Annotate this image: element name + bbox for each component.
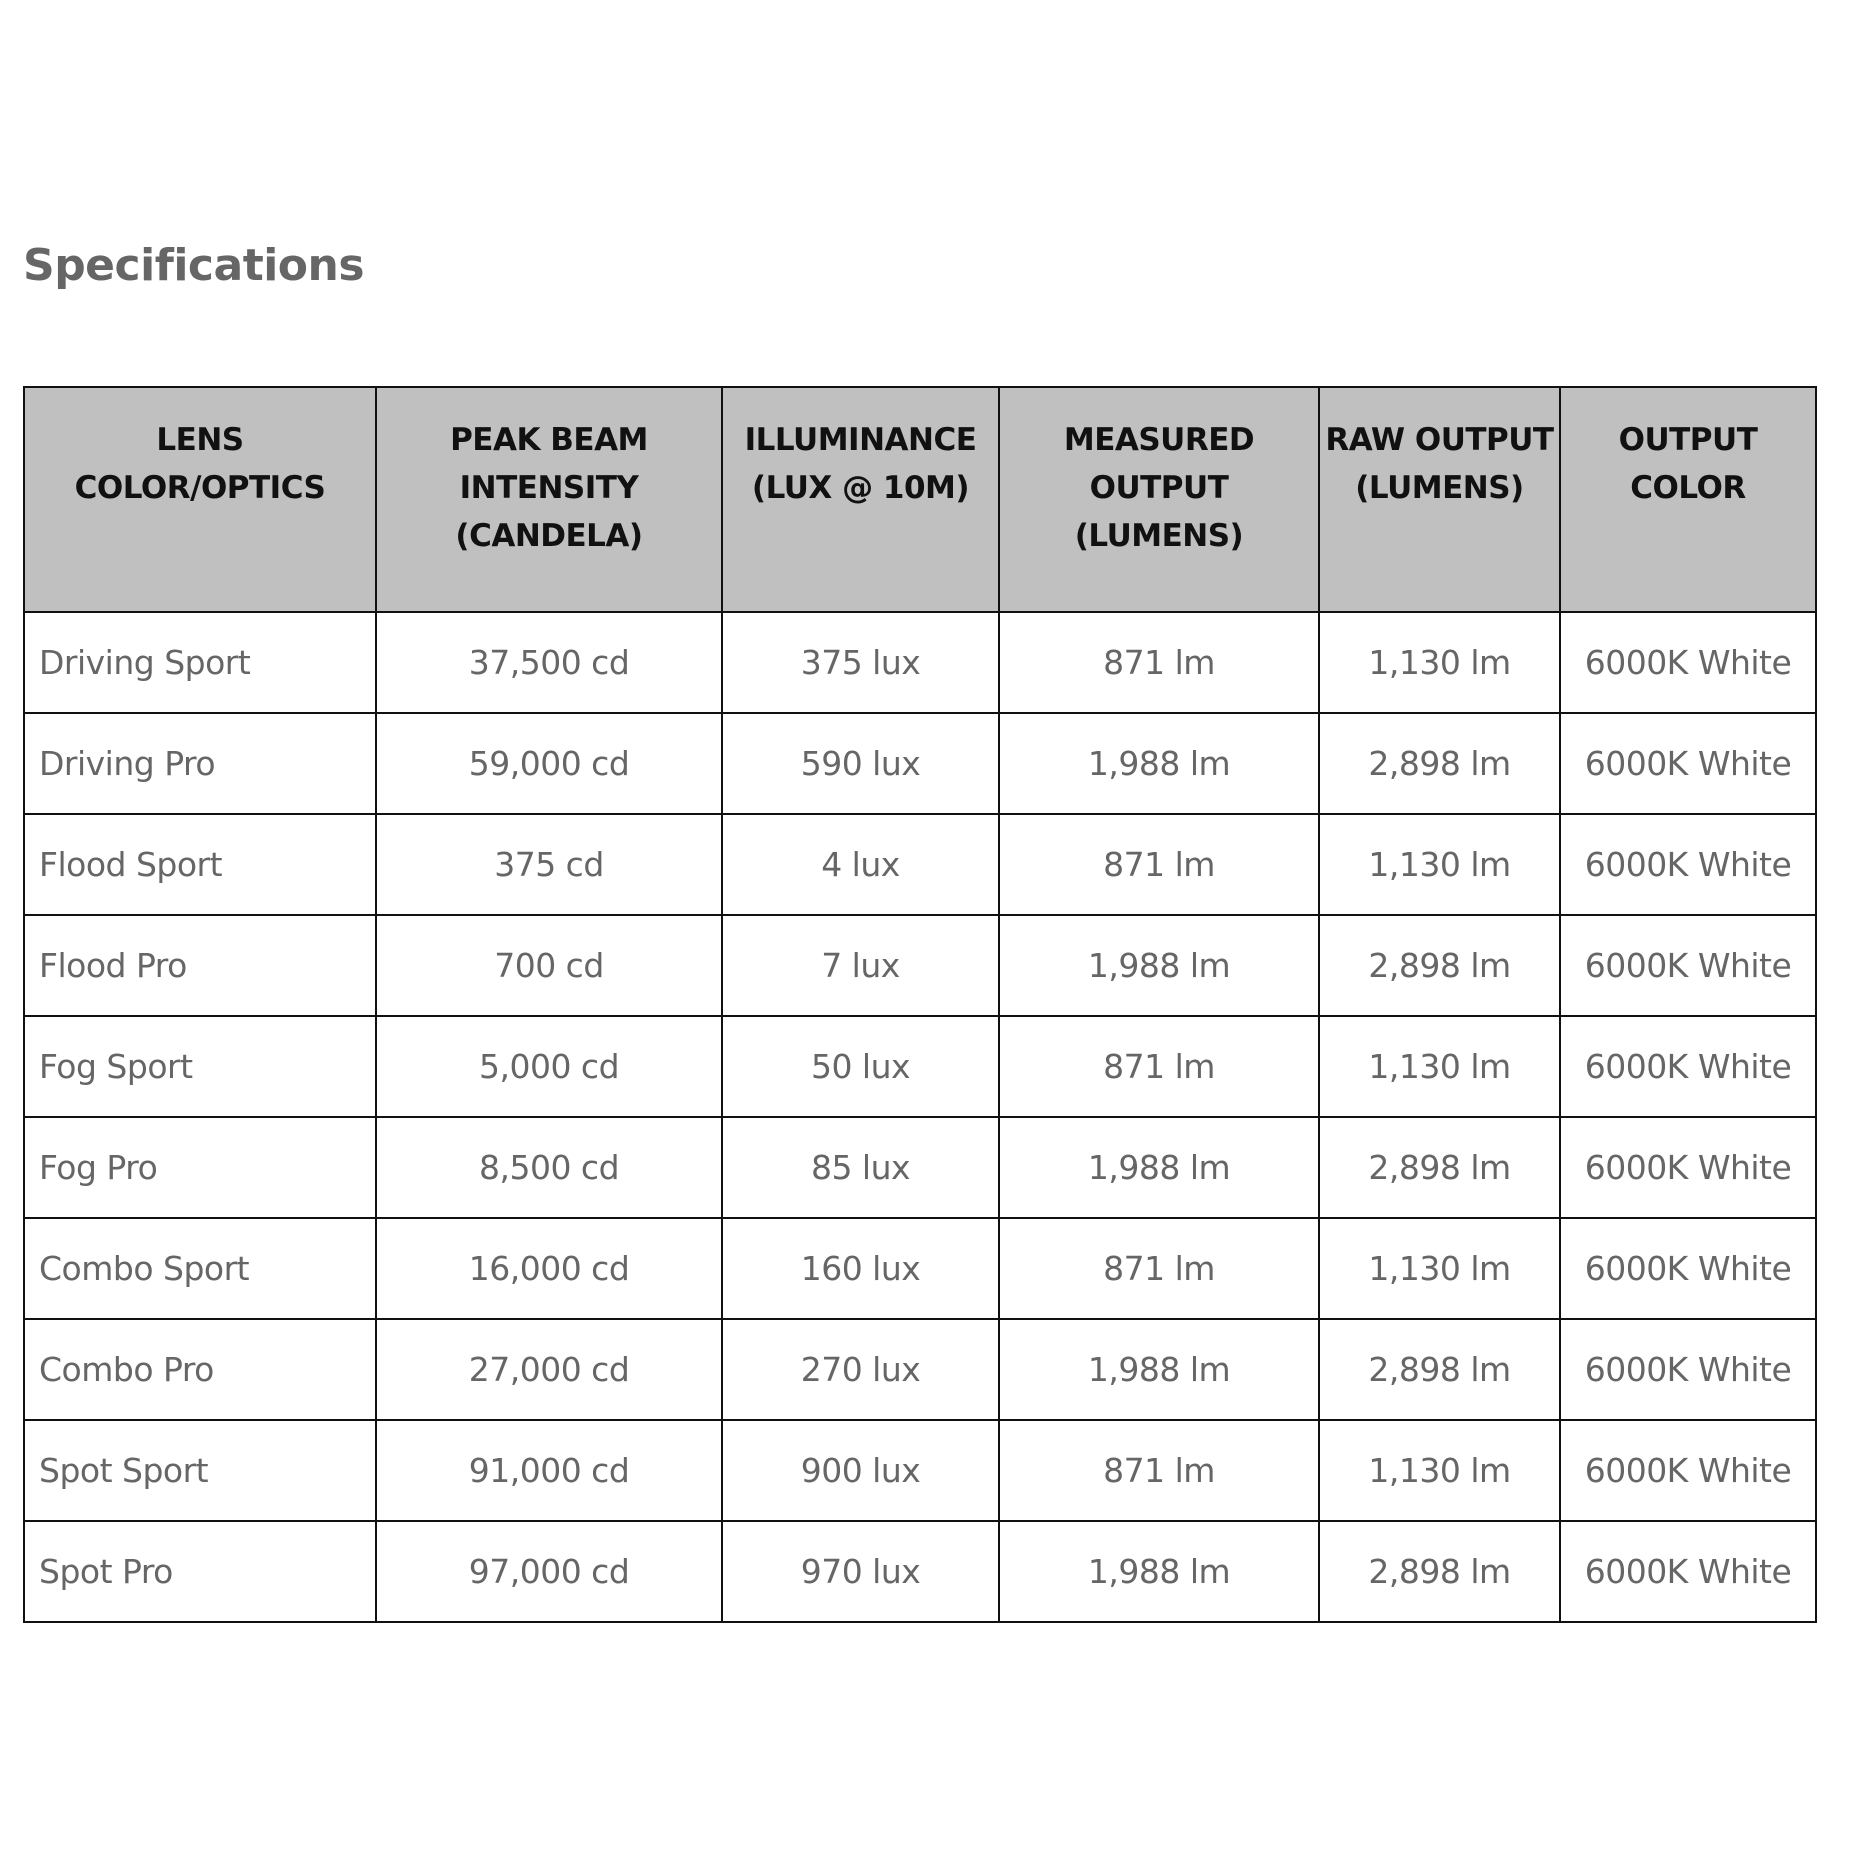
table-cell: 27,000 cd [376, 1319, 722, 1420]
table-cell: Spot Pro [24, 1521, 376, 1622]
column-header: OUTPUT COLOR [1560, 387, 1816, 612]
table-row [24, 1218, 1816, 1319]
table-cell: 1,130 lm [1319, 1420, 1560, 1521]
table-row [24, 814, 1816, 915]
table-cell: 37,500 cd [376, 612, 722, 713]
table-cell: 7 lux [722, 915, 999, 1016]
table-row [24, 713, 1816, 814]
table-row [24, 1420, 1816, 1521]
table-cell: 900 lux [722, 1420, 999, 1521]
table-cell: 871 lm [999, 814, 1319, 915]
table-cell: 871 lm [999, 1218, 1319, 1319]
table-cell: 1,988 lm [999, 1319, 1319, 1420]
table-cell: 2,898 lm [1319, 915, 1560, 1016]
table-cell: 871 lm [999, 1016, 1319, 1117]
table-cell: 6000K White [1560, 1420, 1816, 1521]
table-row [24, 1016, 1816, 1117]
table-cell: 1,130 lm [1319, 612, 1560, 713]
table-row [24, 612, 1816, 713]
table-row [24, 1319, 1816, 1420]
table-cell: 16,000 cd [376, 1218, 722, 1319]
table-cell: Flood Sport [24, 814, 376, 915]
column-header: ILLUMINANCE (LUX @ 10M) [722, 387, 999, 612]
table-cell: 59,000 cd [376, 713, 722, 814]
table-cell: 375 cd [376, 814, 722, 915]
table-row [24, 1117, 1816, 1218]
table-cell: 871 lm [999, 1420, 1319, 1521]
column-header: LENS COLOR/OPTICS [24, 387, 376, 612]
table-cell: Spot Sport [24, 1420, 376, 1521]
table-cell: 6000K White [1560, 814, 1816, 915]
table-cell: 4 lux [722, 814, 999, 915]
table-cell: 5,000 cd [376, 1016, 722, 1117]
table-cell: 8,500 cd [376, 1117, 722, 1218]
table-cell: 1,130 lm [1319, 1016, 1560, 1117]
table-cell: 2,898 lm [1319, 1117, 1560, 1218]
table-cell: 85 lux [722, 1117, 999, 1218]
table-cell: 970 lux [722, 1521, 999, 1622]
column-header: RAW OUTPUT (LUMENS) [1319, 387, 1560, 612]
table-cell: 590 lux [722, 713, 999, 814]
table-cell: 700 cd [376, 915, 722, 1016]
table-cell: 1,130 lm [1319, 1218, 1560, 1319]
table-cell: Combo Sport [24, 1218, 376, 1319]
table-cell: 1,988 lm [999, 1521, 1319, 1622]
page-title: Specifications [23, 240, 365, 291]
table-cell: 6000K White [1560, 1218, 1816, 1319]
table-cell: 50 lux [722, 1016, 999, 1117]
table-cell: Fog Pro [24, 1117, 376, 1218]
table-cell: 6000K White [1560, 1117, 1816, 1218]
table-cell: 2,898 lm [1319, 1521, 1560, 1622]
table-cell: 871 lm [999, 612, 1319, 713]
specifications-table [23, 386, 1817, 1623]
table-cell: Fog Sport [24, 1016, 376, 1117]
table-cell: 1,988 lm [999, 915, 1319, 1016]
table-header-row [24, 387, 1816, 612]
table-row [24, 915, 1816, 1016]
table-cell: 2,898 lm [1319, 1319, 1560, 1420]
table-cell: 1,988 lm [999, 713, 1319, 814]
table-cell: 6000K White [1560, 1319, 1816, 1420]
column-header: MEASURED OUTPUT (LUMENS) [999, 387, 1319, 612]
table-cell: Driving Pro [24, 713, 376, 814]
table-cell: 6000K White [1560, 915, 1816, 1016]
table-cell: 91,000 cd [376, 1420, 722, 1521]
table-cell: 1,130 lm [1319, 814, 1560, 915]
table-row [24, 1521, 1816, 1622]
table-cell: 6000K White [1560, 713, 1816, 814]
table-cell: 6000K White [1560, 1016, 1816, 1117]
table-cell: 97,000 cd [376, 1521, 722, 1622]
table-cell: 1,988 lm [999, 1117, 1319, 1218]
table-cell: Driving Sport [24, 612, 376, 713]
table-cell: 270 lux [722, 1319, 999, 1420]
column-header: PEAK BEAM INTENSITY (CANDELA) [376, 387, 722, 612]
table-cell: 6000K White [1560, 612, 1816, 713]
table-cell: Flood Pro [24, 915, 376, 1016]
table-cell: 2,898 lm [1319, 713, 1560, 814]
table-cell: Combo Pro [24, 1319, 376, 1420]
table-cell: 6000K White [1560, 1521, 1816, 1622]
table-cell: 375 lux [722, 612, 999, 713]
table-cell: 160 lux [722, 1218, 999, 1319]
